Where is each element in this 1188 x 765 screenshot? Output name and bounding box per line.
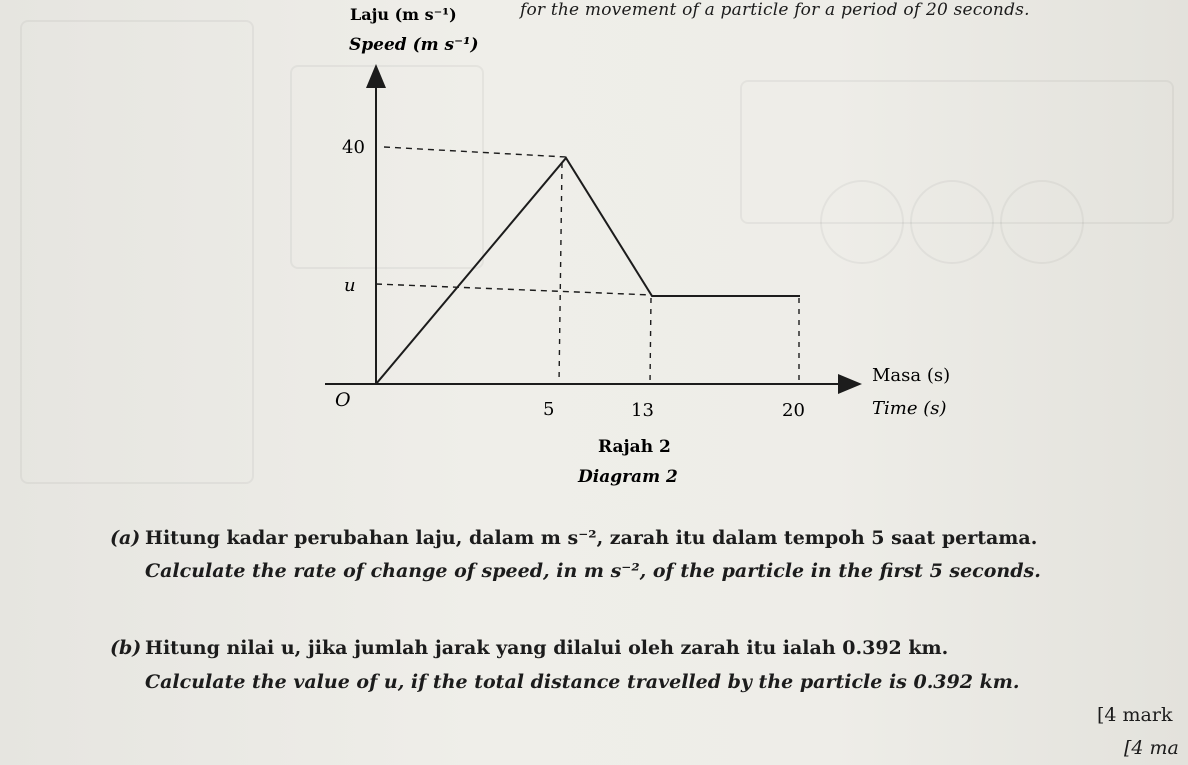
- x-axis-label-malay: Masa (s): [872, 365, 951, 386]
- question-a-malay: [110, 527, 1037, 549]
- question-b-label: (b): [110, 637, 142, 659]
- question-a-malay-text: Hitung kadar perubahan laju, dalam m s⁻², zarah itu dalam tempoh 5 saat pertama.: [145, 527, 1038, 549]
- marks-english: [4 ma: [1124, 737, 1179, 759]
- x-tick-13: 13: [631, 400, 654, 421]
- question-b-english: Calculate the value of u, if the total distance travelled by the particle is 0.392 km.: [145, 671, 1020, 693]
- x-axis-label-english: Time (s): [872, 398, 947, 419]
- y-tick-u: u: [344, 275, 356, 296]
- guide-line-t13: [650, 298, 651, 384]
- guide-line-t5: [559, 163, 562, 384]
- guide-line-40: [384, 147, 566, 157]
- question-b-malay-text: Hitung nilai u, jika jumlah jarak yang dilalui oleh zarah itu ialah 0.392 km.: [145, 637, 949, 659]
- guide-line-u: [376, 284, 652, 295]
- question-intro-caption: for the movement of a particle for a period of 20 seconds.: [520, 0, 1030, 20]
- y-axis-label-english: Speed (m s⁻¹): [349, 35, 479, 55]
- y-tick-40: 40: [342, 137, 365, 158]
- diagram-caption-english: Diagram 2: [578, 467, 678, 487]
- question-a-label: (a): [110, 527, 141, 549]
- question-a-english: Calculate the rate of change of speed, in m s⁻², of the particle in the first 5 seconds.: [145, 560, 1041, 582]
- speed-time-line: [376, 158, 800, 384]
- y-axis-label-malay: Laju (m s⁻¹): [350, 5, 457, 24]
- x-tick-20: 20: [782, 400, 805, 421]
- question-b-malay: [110, 637, 948, 659]
- diagram-caption-malay: Rajah 2: [598, 437, 671, 457]
- marks-malay: [4 mark: [1097, 704, 1173, 726]
- x-tick-5: 5: [543, 399, 555, 420]
- origin-label: O: [335, 389, 351, 411]
